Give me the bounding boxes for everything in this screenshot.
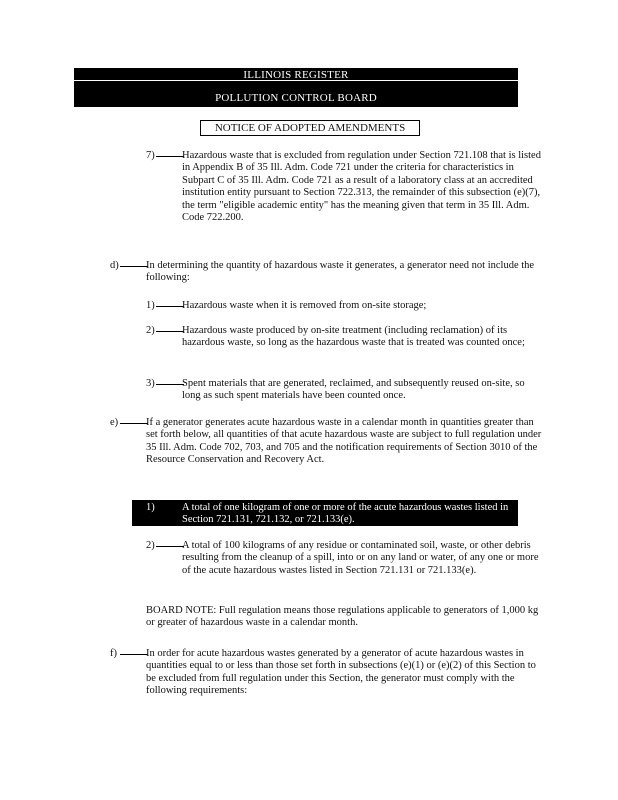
board-title: POLLUTION CONTROL BOARD xyxy=(215,92,377,104)
item-label-e1: 1) xyxy=(146,502,155,513)
register-title: ILLINOIS REGISTER xyxy=(243,69,349,81)
header-bar-register xyxy=(74,68,518,80)
item-text-d2: Hazardous waste produced by on-site treatment (including reclamation) of its hazardous waste, so long as the hazardous waste that is treated was counted once; xyxy=(182,325,525,349)
board-note: BOARD NOTE: Full regulation means those regulations applicable to generators of 1,000 kg or greater of hazardous waste in a calendar month. xyxy=(146,605,539,629)
item-text-f: In order for acute hazardous wastes generated by a generator of acute hazardous wastes in quantities equal to or less than those set forth in subsections (e)(1) or (e)(2) of this Section to be excluded from full regulation under this Section, the generator must comply with the following requirements: xyxy=(146,648,536,697)
item-label-f: f) xyxy=(110,648,117,659)
item-text-e2: A total of 100 kilograms of any residue or contaminated soil, waste, or other debris resulting from the cleanup of a spill, into or on any land or water, of any one or more of the acute hazardous wastes listed in Section 721.131 or 721.133(e). xyxy=(182,540,539,576)
item-label-d3: 3) xyxy=(146,378,155,389)
item-text-d: In determining the quantity of hazardous waste it generates, a generator need not include the following: xyxy=(146,260,535,284)
item-label-7: 7) xyxy=(146,150,155,161)
notice-title: NOTICE OF ADOPTED AMENDMENTS xyxy=(200,120,420,136)
item-label-d2: 2) xyxy=(146,325,155,336)
item-label-e2: 2) xyxy=(146,540,155,551)
item-label-d: d) xyxy=(110,260,119,271)
redacted-block-e1 xyxy=(132,500,518,526)
item-label-e: e) xyxy=(110,417,119,428)
item-text-e1: A total of one kilogram of one or more of the acute hazardous wastes listed in Section 721.131, 721.132, or 721.133(e). xyxy=(182,502,509,525)
item-text-d1: Hazardous waste when it is removed from on-site storage; xyxy=(182,300,427,311)
item-text-e: If a generator generates acute hazardous waste in a calendar month in quantities greater than set forth below, all quantities of that acute hazardous waste are subject to full regulation under 35 Ill. Adm. Code 702, 703, and 705 and the notification requirements of Section 3010 of the Resource Conservation and Recovery Act. xyxy=(146,417,542,466)
item-label-d1: 1) xyxy=(146,300,155,311)
header-bar-board xyxy=(74,81,518,107)
item-text-7: Hazardous waste that is excluded from regulation under Section 721.108 that is listed in Appendix B of 35 Ill. Adm. Code 721 under the criteria for characteristics in Subpart C of 35 Ill. Adm. Code 721 as a result of a laboratory class at an accredited institution entity pursuant to Section 722.313, the remainder of this subsection (e)(7), the term "eligible academic entity" has the meaning given that term in 35 Ill. Adm. Code 722.200. xyxy=(182,150,541,224)
item-text-d3: Spent materials that are generated, reclaimed, and subsequently reused on-site, so long as such spent materials have been counted once. xyxy=(182,378,525,402)
